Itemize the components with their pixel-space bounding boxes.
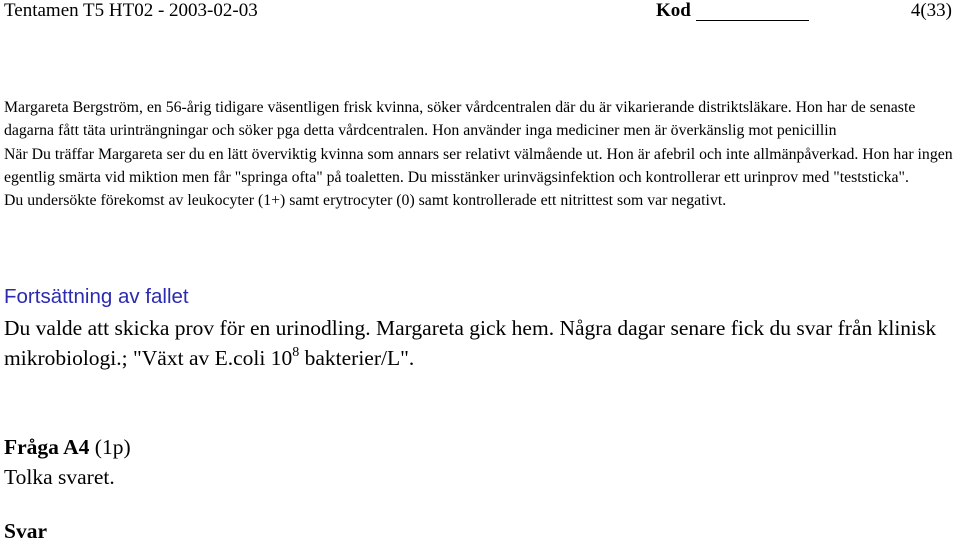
exponent: 8 — [292, 345, 300, 360]
page-header — [4, 0, 952, 26]
continuation-heading: Fortsättning av fallet — [4, 285, 189, 308]
case-paragraph-3: Du undersökte förekomst av leukocyter (1+) samt erytrocyter (0) samt kontrollerade ett nitrittest som var negativt. — [4, 192, 727, 210]
case-paragraph-1: Margareta Bergström, en 56-årig tidigare väsentligen frisk kvinna, söker vårdcentralen där du är vikarierande distriktsläkare. Hon har de senaste dagarna fått täta urinträngningar och söker pga detta vårdcentralen. Hon använder inga mediciner men är överkänslig mot penicillin — [4, 99, 916, 140]
kod-underline — [696, 20, 809, 21]
continuation-text-main: Du valde att skicka prov för en urinodling. Margareta gick hem. Några dagar senare fick du svar från klinisk mikrobiologi.; "Växt av E.coli 10 — [4, 316, 937, 370]
question-points: (1p) — [94, 435, 131, 459]
page-number: 4(33) — [910, 0, 952, 21]
question-block — [4, 432, 131, 492]
case-description — [4, 96, 956, 212]
question-header — [4, 432, 131, 462]
question-prompt: Tolka svaret. — [4, 465, 115, 489]
kod-label: Kod — [656, 0, 691, 21]
exam-title: Tentamen T5 HT02 - 2003-02-03 — [4, 0, 258, 21]
question-label: Fråga A4 — [4, 435, 90, 459]
continuation-text-end: bakterier/L". — [299, 346, 415, 370]
answer-label: Svar — [4, 519, 47, 543]
case-paragraph-2: När Du träffar Margareta ser du en lätt överviktig kvinna som annars ser relativt välmående ut. Hon är afebril och inte allmänpåverkad. Hon har ingen egentlig smärta vid miktion men får "springa ofta" på toaletten. Du misstänker urinvägsinfektion och kontrollerar ett urinprov med "teststicka". — [4, 145, 953, 186]
continuation-text — [4, 313, 956, 373]
